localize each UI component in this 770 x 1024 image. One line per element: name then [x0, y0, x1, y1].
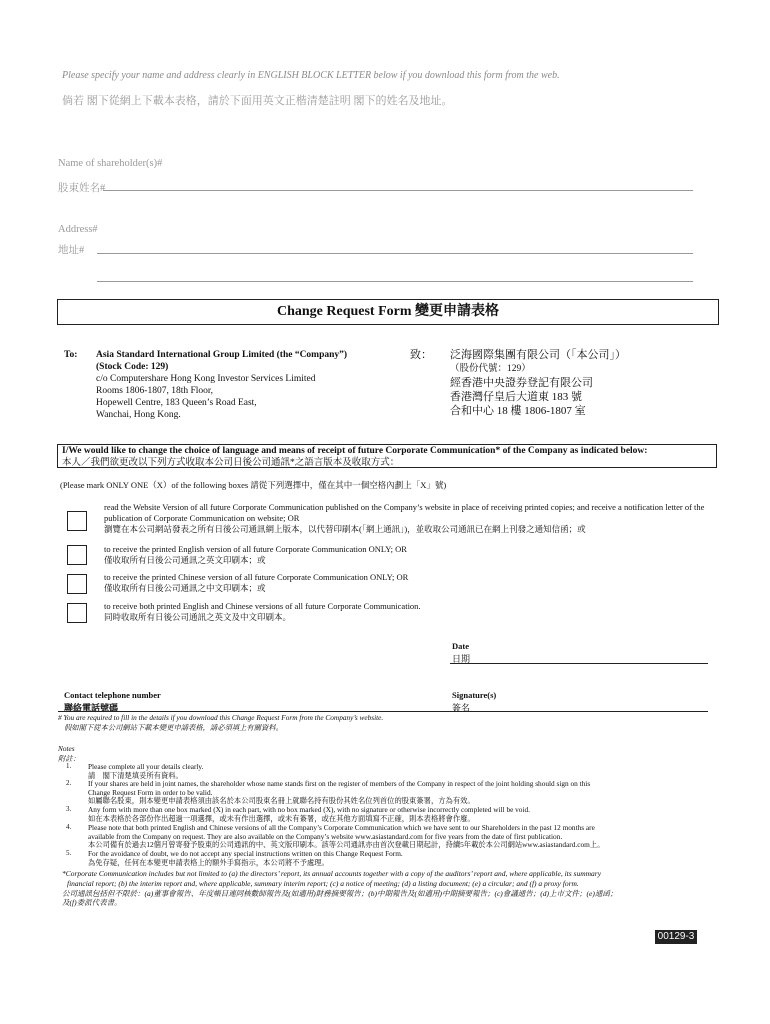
option-text-cn: 僅收取所有日後公司通訊之英文印刷本；或: [104, 555, 266, 565]
note-4: [88, 824, 718, 850]
to-address-line: Wanchai, Hong Kong.: [96, 410, 181, 420]
note-line: For the avoidance of doubt, we do not accept any special instructions written on this Change Request Form.: [88, 849, 403, 858]
note-number: 5.: [66, 849, 72, 857]
zhi-address-line: 合和中心 18 樓 1806-1807 室: [450, 405, 586, 417]
footnote-line: financial report; (b) the interim report and, where applicable, summary interim report; (c) a notice of meeting; (d) a listing document; (e) a circular; and (f) a proxy form.: [67, 878, 579, 888]
option-text-en: to receive the printed English version of all future Corporate Communication ONLY; OR: [104, 544, 407, 554]
footnote-line: *Corporate Communication includes but not limited to (a) the directors’ report, its annual accounts together with a copy of the auditors’ report and, where applicable, its summary: [62, 869, 602, 878]
note-line: available from the Company on request. They are also available on the Company’s website www.asiastandard.com for five years from the date of first publication.: [88, 831, 563, 841]
zhi-stock-code: （股份代號：129）: [450, 364, 531, 374]
signature-label-cn: 簽名: [452, 703, 471, 713]
to-address-line: Rooms 1806-1807, 18th Floor,: [96, 386, 214, 396]
option-english-printed: [104, 544, 724, 566]
form-code: 00129-3: [655, 930, 697, 944]
to-address-block: [96, 349, 416, 421]
zhi-address-line: 經香港中央證券登記有限公司: [450, 377, 593, 389]
note-number: 3.: [66, 805, 72, 813]
choice-instruction-box: [57, 444, 717, 468]
note-line: Change Request Form in order to be valid.: [88, 787, 213, 797]
note-line: If your shares are held in joint names, the shareholder whose name stands first on the register of members of the Company in respect of the joint holding should sign on this: [88, 779, 591, 788]
to-stock-code: (Stock Code: 129): [96, 362, 169, 372]
address-label-cn: 地址#: [58, 245, 85, 256]
option-both-printed: [104, 601, 724, 623]
option-english-printed-checkbox[interactable]: [67, 545, 87, 565]
note-1: [88, 763, 718, 780]
option-text-cn: 同時收取所有日後公司通訊之英文及中文印刷本。: [104, 612, 292, 622]
shareholder-name-field[interactable]: [103, 190, 693, 191]
contact-label-cn: 聯絡電話號碼: [64, 703, 119, 713]
date-label-cn: 日期: [452, 654, 471, 664]
form-title: Change Request Form 變更申請表格: [57, 299, 719, 325]
hash-note-en: # You are required to fill in the details if you download this Change Request Form from the Company’s website.: [58, 713, 384, 722]
option-website-version-checkbox[interactable]: [67, 511, 87, 531]
address-field-line-2[interactable]: [97, 281, 693, 282]
signature-label-en: Signature(s): [452, 690, 497, 700]
to-label: To:: [64, 350, 78, 360]
zhi-company-name: 泛海國際集團有限公司（「本公司」）: [450, 349, 626, 361]
note-2: [88, 780, 718, 806]
to-address-line: Hopewell Centre, 183 Queen’s Road East,: [96, 398, 257, 408]
hash-note-cn: 假如閣下從本公司網站下載本變更申請表格，請必須填上有關資料。: [64, 723, 283, 732]
contact-label-en: Contact telephone number: [64, 690, 161, 700]
note-line: 請 閣下清楚填妥所有資料。: [88, 770, 183, 780]
date-field[interactable]: [450, 663, 708, 664]
to-company-name: Asia Standard International Group Limited (the “Company”): [96, 350, 348, 360]
note-number: 2.: [66, 779, 72, 787]
corporate-communication-footnote: [62, 869, 722, 908]
to-address-line: c/o Computershare Hong Kong Investor Services Limited: [96, 374, 316, 384]
option-text-cn: 瀏覽在本公司網站發表之所有日後公司通訊網上版本，以代替印刷本(「網上通訊」)，並收取公司通訊已在網上刊發之通知信函；或: [104, 524, 586, 534]
note-line: 如在本表格於各部份作出超過一項選擇，或未有作出選擇，或未有簽署，或在其他方面填寫不正確，則本表格將會作廢。: [88, 813, 475, 823]
note-line: 如屬聯名股東，則本變更申請表格須由該名於本公司股東名冊上就聯名持有股份其姓名位列首位的股東簽署，方為有效。: [88, 796, 475, 806]
footnote-line: 及(f)委派代表書。: [62, 898, 122, 908]
address-label-en: Address#: [58, 224, 98, 235]
note-number: 1.: [66, 762, 72, 770]
note-line: Please complete all your details clearly.: [88, 762, 204, 771]
option-text-en: to receive both printed English and Chinese versions of all future Corporate Communication.: [104, 601, 421, 611]
choice-instruction-en: I/We would like to change the choice of language and means of receipt of future Corporate Communication* of the Company as indicated below:: [62, 446, 648, 456]
date-label-en: Date: [452, 641, 469, 651]
zhi-address-block: [450, 348, 720, 418]
option-both-printed-checkbox[interactable]: [67, 603, 87, 623]
option-text-en: read the Website Version of all future Corporate Communication published on the Company’s website in place of receiving printed copies; and receive a notification letter of the publication of Corporate Communication on website; OR: [104, 502, 705, 523]
note-5: [88, 850, 718, 867]
option-chinese-printed-checkbox[interactable]: [67, 574, 87, 594]
footnote-line: 公司通訊包括但不限於：(a)董事會報告、年度帳目連同核數師報告及(如適用)財務摘要報告；(b)中期報告及(如適用)中期摘要報告；(c)會議通告；(d)上市文件；(e)通函；: [62, 888, 618, 898]
shareholder-label-cn: 股東姓名#: [58, 183, 106, 194]
option-text-cn: 僅收取所有日後公司通訊之中文印刷本；或: [104, 583, 266, 593]
choice-instruction-cn: 本人／我們欲更改以下列方式收取本公司日後公司通訊*之語言版本及收取方式：: [62, 457, 400, 468]
address-field-line-1[interactable]: [97, 253, 693, 254]
zhi-address-line: 香港灣仔皇后大道東 183 號: [450, 391, 582, 403]
download-instruction-cn: 倘若 閣下從網上下載本表格，請於下面用英文正楷清楚註明 閣下的姓名及地址。: [62, 95, 453, 107]
notes-label-en: Notes: [58, 744, 75, 753]
mark-instruction: (Please mark ONLY ONE（X）of the following boxes 請從下列選擇中，僅在其中一個空格內劃上「X」號): [60, 480, 447, 490]
notes-label-cn: 附註：: [58, 754, 80, 763]
contact-signature-field[interactable]: [58, 711, 708, 712]
note-number: 4.: [66, 823, 72, 831]
zhi-label: 致：: [410, 349, 432, 361]
note-line: 本公司備有於過去12個月曾寄發予股東的公司通訊的中、英文版印刷本。該等公司通訊亦由首次登載日期起計，持續5年載於本公司網站www.asiastandard.com上。: [88, 840, 605, 850]
note-line: Please note that both printed English and Chinese versions of all the Company’s Corporate Communication which we have sent to our Shareholders in the past 12 months are: [88, 823, 595, 832]
shareholder-label-en: Name of shareholder(s)#: [58, 158, 163, 169]
note-line: 為免存疑，任何在本變更申請表格上的額外手寫指示，本公司將不予處理。: [88, 857, 329, 867]
option-chinese-printed: [104, 572, 724, 594]
note-line: Any form with more than one box marked (X) in each part, with no box marked (X), with no signature or otherwise incorrectly completed will be void.: [88, 805, 530, 814]
option-text-en: to receive the printed Chinese version of all future Corporate Communication ONLY; OR: [104, 572, 409, 582]
option-website-version: [104, 502, 724, 535]
download-instruction-en: Please specify your name and address clearly in ENGLISH BLOCK LETTER below if you download this form from the web.: [62, 70, 560, 81]
note-3: [88, 806, 718, 823]
